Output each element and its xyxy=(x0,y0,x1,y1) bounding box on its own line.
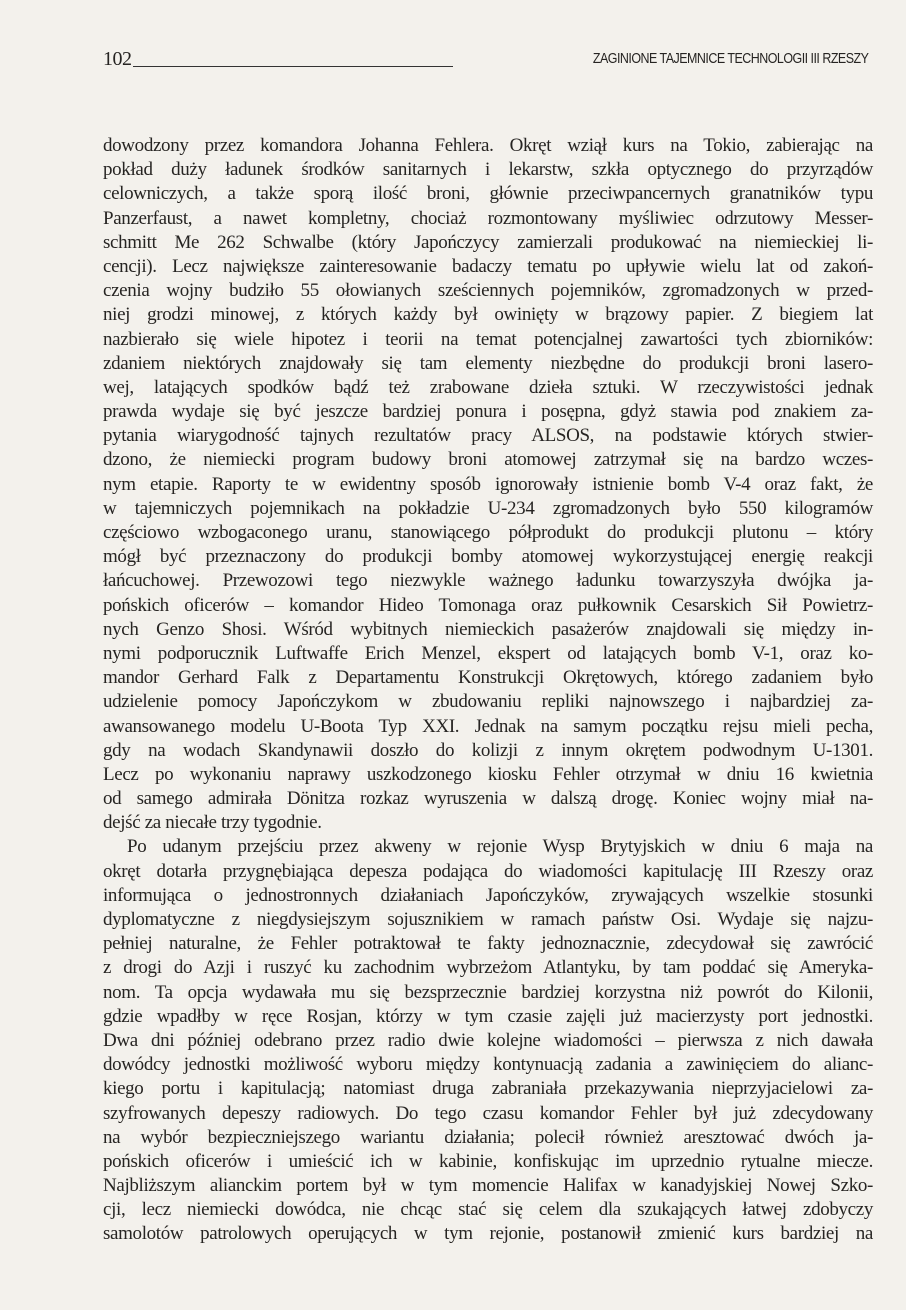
text-line: pełniej naturalne, że Fehler potraktował te fakty jednoznacznie, zdecydował się zawrócić xyxy=(103,933,873,955)
text-line: samolotów patrolowych operujących w tym rejonie, postanowił zmienić kurs bardziej na xyxy=(103,1223,873,1245)
text-line: na wybór bezpieczniejszego wariantu działania; polecił również aresztować dwóch ja- xyxy=(103,1126,873,1148)
text-line: pońskich oficerów – komandor Hideo Tomonaga oraz pułkownik Cesarskich Sił Powietrz- xyxy=(103,594,873,616)
text-line: z drogi do Azji i ruszyć ku zachodnim wybrzeżom Atlantyku, by tam poddać się Ameryka- xyxy=(103,957,873,979)
text-line: nych Genzo Shosi. Wśród wybitnych niemieckich pasażerów znajdowali się między in- xyxy=(103,618,873,640)
text-line: wej, latających spodków bądź też zrabowane dzieła sztuki. W rzeczywistości jednak xyxy=(103,376,873,398)
text-line: częściowo wzbogaconego uranu, stanowiącego półprodukt do produkcji plutonu – który xyxy=(103,522,873,543)
text-line: udzielenie pomocy Japończykom w zbudowaniu repliki najnowszego i najbardziej za- xyxy=(103,691,873,713)
page-header xyxy=(103,48,868,72)
text-line: dowodzony przez komandora Johanna Fehlera. Okręt wziął kurs na Tokio, zabierając na xyxy=(103,135,873,156)
text-line: cencji). Lecz największe zainteresowanie badaczy tematu po upływie wielu lat od zakoń- xyxy=(103,255,873,277)
text-line: czenia wojny budziło 55 ołowianych sześciennych pojemników, zgromadzonych w przed- xyxy=(103,280,873,302)
text-line: pońskich oficerów i umieścić ich w kabinie, konfiskując im uprzednio rytualne miecze. xyxy=(103,1150,873,1172)
text-line: schmitt Me 262 Schwalbe (który Japończycy zamierzali produkować na niemieckiej li- xyxy=(103,231,873,253)
text-line: nom. Ta opcja wydawała mu się bezsprzecznie bardziej korzystna niż powrót do Kilonii, xyxy=(103,981,873,1003)
running-title: ZAGINIONE TAJEMNICE TECHNOLOGII III RZESZY xyxy=(592,51,868,67)
text-line: Lecz po wykonaniu naprawy uszkodzonego kiosku Fehler otrzymał w dniu 16 kwietnia xyxy=(103,763,873,785)
text-line: Po udanym przejściu przez akweny w rejonie Wysp Brytyjskich w dniu 6 maja na xyxy=(127,836,873,858)
text-line: Panzerfaust, a nawet kompletny, chociaż rozmontowany myśliwiec odrzutowy Messer- xyxy=(103,207,873,229)
paragraph xyxy=(103,134,873,835)
text-line: łańcuchowej. Przewozowi tego niezwykle ważnego ładunku towarzyszyła dwójka ja- xyxy=(103,570,873,592)
text-line: szyfrowanych depeszy radiowych. Do tego czasu komandor Fehler był już zdecydowany xyxy=(103,1102,873,1124)
text-line: nymi podporucznik Luftwaffe Erich Menzel, ekspert od latających bomb V-1, oraz ko- xyxy=(103,642,873,664)
text-line: zdaniem niektórych znajdowały się tam elementy niezbędne do produkcji broni lasero- xyxy=(103,352,873,374)
text-line: Najbliższym alianckim portem był w tym momencie Halifax w kanadyjskiej Nowej Szko- xyxy=(103,1175,873,1197)
text-line: mógł być przeznaczony do produkcji bomby atomowej wykorzystującej energię reakcji xyxy=(103,546,873,568)
text-line: dejść za niecałe trzy tygodnie. xyxy=(103,812,322,834)
text-line: dyplomatyczne z niegdysiejszym sojusznikiem w ramach państw Osi. Wydaje się najzu- xyxy=(103,909,873,930)
text-line: cji, lecz niemiecki dowódca, nie chcąc stać się celem dla szukających łatwej zdobyczy xyxy=(103,1199,873,1221)
text-line: niej grodzi minowej, z których każdy był owinięty w brązowy papier. Z biegiem lat xyxy=(103,304,873,326)
text-line: pytania wiarygodność tajnych rezultatów pracy ALSOS, na podstawie których stwier- xyxy=(103,425,873,447)
text-line: mandor Gerhard Falk z Departamentu Konstrukcji Okrętowych, którego zadaniem było xyxy=(103,667,873,689)
text-line: pokład duży ładunek środków sanitarnych i lekarstw, szkła optycznego do przyrządów xyxy=(103,159,873,181)
text-line: dowódcy jednostki możliwość wyboru między kontynuacją zadania a zawinięciem do alianc- xyxy=(103,1054,873,1076)
text-line: nym etapie. Raporty te w ewidentny sposób ignorowały istnienie bomb V-4 oraz fakt, że xyxy=(103,473,873,495)
text-line: Dwa dni później odebrano przez radio dwie kolejne wiadomości – pierwsza z nich dawała xyxy=(103,1029,873,1051)
text-line: gdy na wodach Skandynawii doszło do kolizji z innym okrętem podwodnym U-1301. xyxy=(103,739,873,761)
text-line: od samego admirała Dönitza rozkaz wyruszenia w dalszą drogę. Koniec wojny miał na- xyxy=(103,788,873,810)
body-text xyxy=(103,134,873,1247)
text-line: prawda wydaje się być jeszcze bardziej ponura i posępna, gdyż stawia pod znakiem za- xyxy=(103,401,873,423)
text-line: informująca o jednostronnych działaniach Japończyków, zrywających wszelkie stosunki xyxy=(103,884,873,906)
text-line: awansowanego modelu U-Boota Typ XXI. Jednak na samym początku rejsu mieli pecha, xyxy=(103,715,873,737)
text-line: nazbierało się wiele hipotez i teorii na temat potencjalnej zawartości tych zbiorników: xyxy=(103,328,873,350)
text-line: celowniczych, a także sporą ilość broni, głównie przeciwpancernych granatników typu xyxy=(103,183,873,205)
page-number: 102 xyxy=(103,48,132,70)
text-line: kiego portu i kapitulacją; natomiast druga zabraniała przekazywania nieprzyjacielowi za- xyxy=(103,1078,873,1100)
text-line: gdzie wpadłby w ręce Rosjan, którzy w tym czasie zajęli już macierzysty port jednostki. xyxy=(103,1005,873,1027)
text-line: okręt dotarła przygnębiająca depesza podająca do wiadomości kapitulację III Rzeszy oraz xyxy=(103,860,873,882)
text-line: dzono, że niemiecki program budowy broni atomowej zatrzymał się na bardzo wczes- xyxy=(103,449,873,471)
header-rule xyxy=(133,66,453,67)
text-line: w tajemniczych pojemnikach na pokładzie U-234 zgromadzonych było 550 kilogramów xyxy=(103,497,873,519)
paragraph xyxy=(103,835,873,1246)
